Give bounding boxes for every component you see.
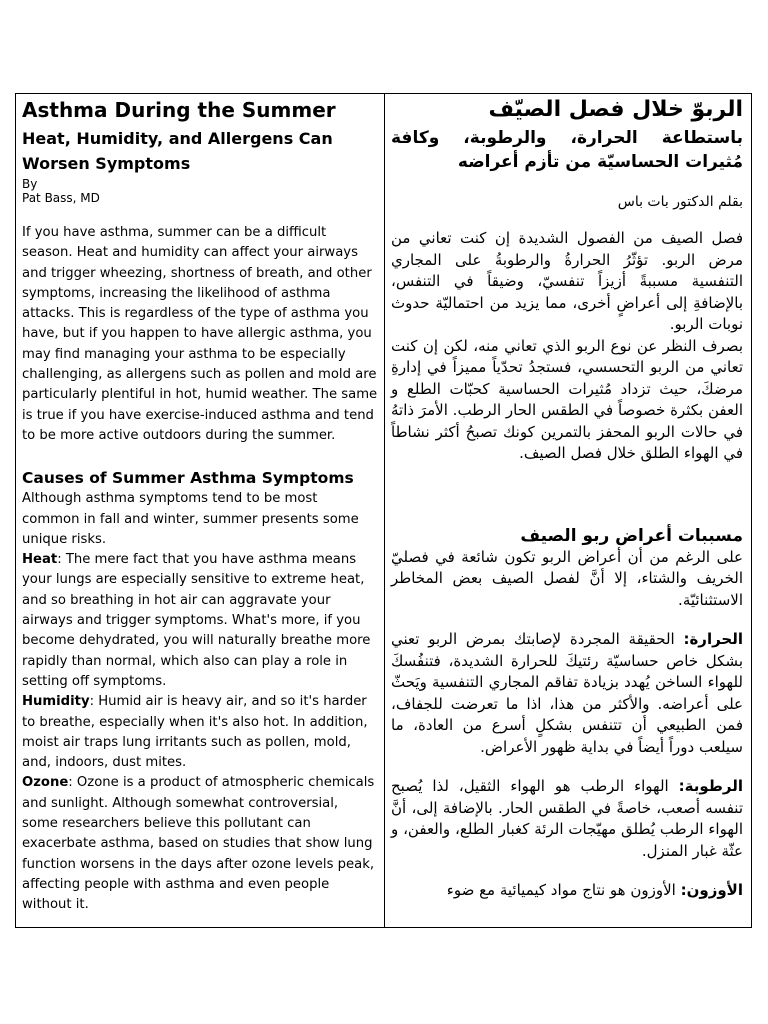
english-author[interactable]: Pat Bass, MD [22,191,100,205]
arabic-humidity-paragraph [391,776,743,862]
arabic-ozone-term: الأوزون: [680,881,743,899]
arabic-humidity-term: الرطوبة: [678,777,743,795]
arabic-section-intro: على الرغم من أن أعراض الربو تكون شائعة في فصليّ الخريف والشتاء، إلا أنَّ لفصل الصيف بعض المخاطر الاستثنائيّة. [391,547,743,609]
english-by-label: By [22,177,38,191]
arabic-intro-paragraph-2: بصرف النظر عن نوع الربو الذي تعاني منه، لكن إن كنت تعاني من الربو التحسسي، فستجدُ تحدّياً مميزاً في إدارةِ مرضكَ، حيث تزداد مُثيرات الحساسية كحبّات الطلع و العفن بكثرة خصوصاً في الطقس الحار الرطب. الأمرَ ذاتهُ في حالات الربو المحفز بالتمرين كونك تصبحُ أكثر نشاطاً في الهواء الطلق خلال فصل الصيف. [391,336,743,462]
english-heat-term: Heat [22,552,58,568]
arabic-ozone-paragraph [391,880,743,902]
english-subtitle: Heat, Humidity, and Allergens Can Worsen Symptoms [22,129,333,173]
english-column [16,94,385,927]
arabic-title: الربوّ خلال فصل الصيّف [488,97,743,122]
bilingual-article-table [15,93,752,928]
arabic-author: بقلم الدكتور بات باس [617,194,743,210]
english-humidity-term: Humidity [22,694,90,710]
arabic-ozone-text: الأوزون هو نتاج مواد كيميائية مع ضوء [446,881,681,899]
arabic-heat-text: الحقيقة المجردة لإصابتك بمرض الربو تعني بشكل خاص حساسيّة رئتيكَ للحرارة الشديدة، فتنفُسكَ للهواء الساخن يُهدد بزيادة تفاقم المجاري التنفسية ويَحثّ على أعراضه. والأكثر من هذا، اذا ما تعرضت للجفاف، فمن الطبيعي أن تتنفس بشكلٍ أسرع من العادة، ما سيلعب دوراً أيضاً في بداية ظهور الأعراض. [391,630,743,756]
english-heat-text: : The mere fact that you have asthma means your lungs are especially sensitive to extreme heat, and so breathing in hot air can aggravate your airways and trigger symptoms. What's more, if you become dehydrated, you will naturally breathe more rapidly than normal, which also can play a role in setting off symptoms. [22,552,371,689]
english-section-intro: Although asthma symptoms tend to be most common in fall and winter, summer presents some unique risks. [22,491,359,547]
english-humidity-text: : Humid air is heavy air, and so it's harder to breathe, especially when it's also hot. In addition, moist air traps lung irritants such as pollen, mold, and, indoors, dust mites. [22,694,368,771]
english-section-heading: Causes of Summer Asthma Symptoms [22,469,354,488]
arabic-section-heading: مسببات أعراض ربو الصيف [520,525,743,546]
english-humidity-paragraph [22,692,378,773]
english-title: Asthma During the Summer [22,98,336,122]
english-intro-paragraph: If you have asthma, summer can be a difficult season. Heat and humidity can affect your airways and trigger wheezing, shortness of breath, and other symptoms, increasing the likelihood of asthma attacks. This is regardless of the type of asthma you have, but if you happen to have allergic asthma, you may find managing your asthma to be especially challenging, as allergens such as pollen and mold are particularly plentiful in hot, humid weather. The same is true if you have exercise-induced asthma and tend to be more active outdoors during the summer. [22,225,378,443]
english-ozone-term: Ozone [22,775,69,791]
arabic-subtitle: باستطاعة الحرارة، والرطوبة، وكافة مُثيرات الحساسيّة من تأزم أعراضه [391,128,743,172]
arabic-intro-paragraph-1: فصل الصيف من الفصول الشديدة إن كنت تعاني من مرض الربو. تؤثّرُ الحرارةُ والرطوبةُ على المجاري التنفسية مسببةً أزيزاً تنفسيّ، وضيقاً في التنفس، بالإضافةِ إلى أعراضٍ أخرى، مما يزيد من احتماليّة حدوث نوبات الربو. [391,229,743,333]
english-ozone-paragraph [22,773,378,915]
arabic-heat-term: الحرارة: [683,630,743,648]
english-ozone-text: : Ozone is a product of atmospheric chemicals and sunlight. Although somewhat controversial, some researchers believe this pollutant can exacerbate asthma, based on studies that show lung function worsens in the days after ozone levels peak, affecting people with asthma and even people without it. [22,775,375,913]
arabic-humidity-text: الهواء الرطب هو الهواء الثقيل، لذا يُصبح تنفسه أصعب، خاصةً في الطقس الحار. بالإضافة إلى، أنَّ الهواء الرطب يُطلق مهيّجات الرئة كغبار الطلع، والعفن، و عثّة غبار المنزل. [391,777,743,860]
arabic-column [385,94,751,927]
arabic-heat-paragraph [391,629,743,758]
english-heat-paragraph [22,550,378,692]
